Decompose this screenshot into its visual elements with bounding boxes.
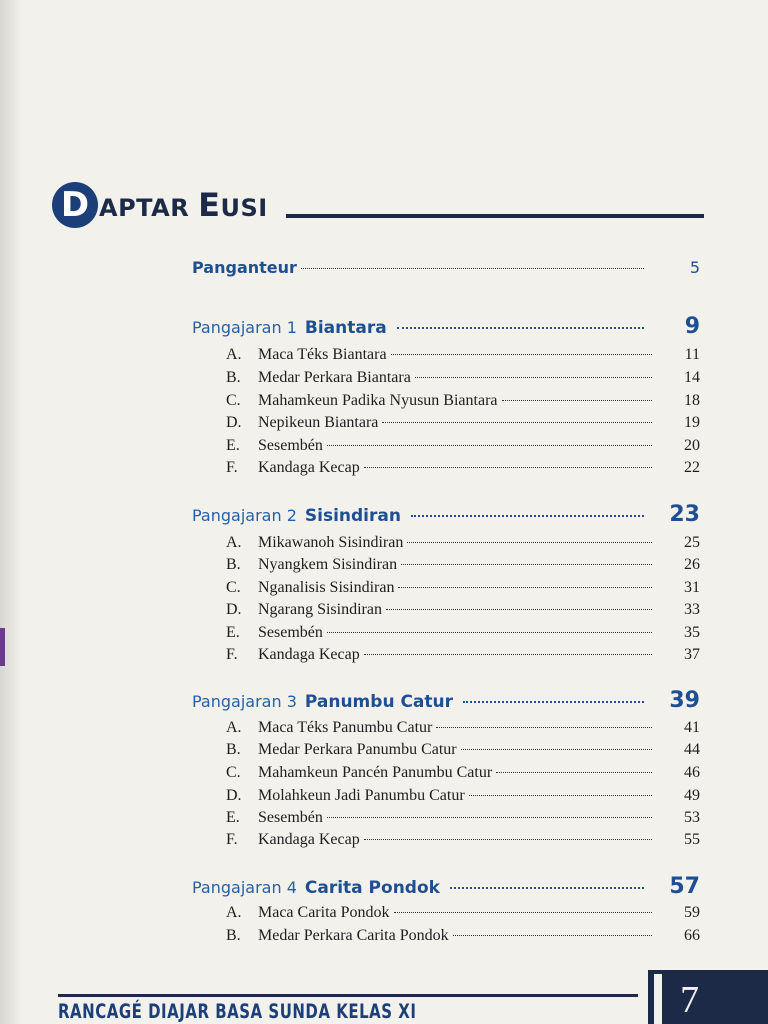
item-letter: F. xyxy=(226,646,238,663)
dot-leader xyxy=(364,654,652,655)
item-letter: C. xyxy=(226,579,241,596)
chapter-label: Pangajaran 2 xyxy=(192,506,297,525)
item-letter: E. xyxy=(226,624,240,641)
chapter-page: 57 xyxy=(669,874,700,899)
item-letter: B. xyxy=(226,556,241,573)
item-title: Kandaga Kecap xyxy=(258,459,360,476)
item-letter: C. xyxy=(226,764,241,781)
item-title: Kandaga Kecap xyxy=(258,831,360,848)
item-title: Maca Carita Pondok xyxy=(258,904,390,921)
item-page: 37 xyxy=(684,646,700,663)
item-title: Mikawanoh Sisindiran xyxy=(258,534,404,551)
toc-chapter-1[interactable] xyxy=(192,314,700,339)
chapter-label: Pangajaran 4 xyxy=(192,878,297,897)
toc-item[interactable] xyxy=(226,556,700,574)
item-page: 59 xyxy=(684,904,700,921)
dot-leader xyxy=(397,327,644,329)
toc-item[interactable] xyxy=(226,719,700,737)
item-letter: E. xyxy=(226,809,240,826)
item-title: Molahkeun Jadi Panumbu Catur xyxy=(258,787,465,804)
item-page: 26 xyxy=(684,556,700,573)
dot-leader xyxy=(364,467,652,468)
item-letter: A. xyxy=(226,346,242,363)
dot-leader xyxy=(382,422,652,423)
item-letter: F. xyxy=(226,831,238,848)
dot-leader xyxy=(496,772,652,773)
item-page: 66 xyxy=(684,927,700,944)
item-title: Mahamkeun Padika Nyusun Biantara xyxy=(258,392,498,409)
title-text xyxy=(99,186,268,224)
chapter-page: 9 xyxy=(684,314,700,339)
toc-item[interactable] xyxy=(226,764,700,782)
toc-item[interactable] xyxy=(226,831,700,849)
item-page: 11 xyxy=(684,346,700,363)
title-initial-circle xyxy=(52,182,98,228)
item-page: 53 xyxy=(684,809,700,826)
item-title: Nganalisis Sisindiran xyxy=(258,579,395,596)
title-part-2: E xyxy=(198,186,221,224)
dot-leader xyxy=(463,701,644,703)
chapter-label: Pangajaran 3 xyxy=(192,692,297,711)
item-letter: A. xyxy=(226,904,242,921)
item-letter: D. xyxy=(226,414,242,431)
item-page: 55 xyxy=(684,831,700,848)
item-page: 49 xyxy=(684,787,700,804)
toc-item[interactable] xyxy=(226,346,700,364)
dot-leader xyxy=(461,749,652,750)
toc-intro-page: 5 xyxy=(689,258,700,277)
dot-leader xyxy=(391,354,652,355)
toc-item[interactable] xyxy=(226,369,700,387)
toc-intro-row[interactable] xyxy=(192,258,700,277)
toc-item[interactable] xyxy=(226,787,700,805)
item-letter: B. xyxy=(226,369,241,386)
item-title: Sesembén xyxy=(258,437,323,454)
toc-item[interactable] xyxy=(226,392,700,410)
item-letter: A. xyxy=(226,719,242,736)
chapter-title: Sisindiran xyxy=(304,506,401,526)
item-page: 41 xyxy=(684,719,700,736)
dot-leader xyxy=(411,515,644,517)
title-part-3: USI xyxy=(220,194,268,222)
item-page: 31 xyxy=(684,579,700,596)
item-title: Maca Téks Panumbu Catur xyxy=(258,719,433,736)
title-initial: D xyxy=(60,185,90,225)
item-title: Sesembén xyxy=(258,809,323,826)
item-title: Maca Téks Biantara xyxy=(258,346,387,363)
footer-book-title: RANCAGÉ DIAJAR BASA SUNDA KELAS XI xyxy=(58,1000,417,1024)
dot-leader xyxy=(394,912,652,913)
toc-item[interactable] xyxy=(226,741,700,759)
item-letter: B. xyxy=(226,741,241,758)
title-underline xyxy=(286,214,704,218)
page-number: 7 xyxy=(680,979,699,1021)
item-page: 19 xyxy=(684,414,700,431)
dot-leader xyxy=(436,727,652,728)
chapter-title: Biantara xyxy=(304,318,387,338)
toc-item[interactable] xyxy=(226,437,700,455)
dot-leader xyxy=(453,935,652,936)
item-page: 35 xyxy=(684,624,700,641)
item-title: Kandaga Kecap xyxy=(258,646,360,663)
item-title: Medar Perkara Carita Pondok xyxy=(258,927,449,944)
dot-leader xyxy=(301,268,644,269)
item-letter: E. xyxy=(226,437,240,454)
item-title: Medar Perkara Biantara xyxy=(258,369,411,386)
toc-item[interactable] xyxy=(226,624,700,642)
toc-item[interactable] xyxy=(226,534,700,552)
toc-chapter-3[interactable] xyxy=(192,688,700,713)
page-number-tab xyxy=(648,970,768,1024)
dot-leader xyxy=(327,445,652,446)
chapter-title: Panumbu Catur xyxy=(304,692,454,712)
item-letter: D. xyxy=(226,787,242,804)
dot-leader xyxy=(386,609,652,610)
dot-leader xyxy=(407,542,652,543)
item-page: 25 xyxy=(684,534,700,551)
item-title: Sesembén xyxy=(258,624,323,641)
item-letter: F. xyxy=(226,459,238,476)
item-title: Medar Perkara Panumbu Catur xyxy=(258,741,457,758)
page-gutter-shadow xyxy=(0,0,22,1024)
dot-leader xyxy=(364,839,652,840)
item-letter: B. xyxy=(226,927,241,944)
toc-intro-title: Panganteur xyxy=(192,258,297,277)
toc-item[interactable] xyxy=(226,809,700,827)
toc-chapter-2[interactable] xyxy=(192,502,700,527)
item-page: 33 xyxy=(684,601,700,618)
toc-item[interactable] xyxy=(226,904,700,922)
chapter-page: 23 xyxy=(669,502,700,527)
toc-item[interactable] xyxy=(226,601,700,619)
dot-leader xyxy=(401,564,652,565)
item-letter: D. xyxy=(226,601,242,618)
chapter-title: Carita Pondok xyxy=(304,878,440,898)
dot-leader xyxy=(327,817,652,818)
item-title: Nepikeun Biantara xyxy=(258,414,379,431)
dot-leader xyxy=(469,795,652,796)
toc-item[interactable] xyxy=(226,414,700,432)
chapter-label: Pangajaran 1 xyxy=(192,318,297,337)
toc-item[interactable] xyxy=(226,579,700,597)
item-title: Mahamkeun Pancén Panumbu Catur xyxy=(258,764,493,781)
item-page: 14 xyxy=(684,369,700,386)
dot-leader xyxy=(415,377,652,378)
dot-leader xyxy=(398,587,652,588)
footer-rule xyxy=(58,994,638,997)
toc-item[interactable] xyxy=(226,646,700,664)
toc-item[interactable] xyxy=(226,459,700,477)
item-page: 46 xyxy=(684,764,700,781)
item-letter: A. xyxy=(226,534,242,551)
item-page: 18 xyxy=(684,392,700,409)
dot-leader xyxy=(502,400,653,401)
toc-item[interactable] xyxy=(226,927,700,945)
toc-chapter-4[interactable] xyxy=(192,874,700,899)
title-part-1: APTAR xyxy=(99,194,199,222)
page-title xyxy=(52,178,268,228)
item-page: 22 xyxy=(684,459,700,476)
page-tab-stripe xyxy=(654,974,662,1024)
dot-leader xyxy=(450,887,644,889)
dot-leader xyxy=(327,632,652,633)
chapter-page: 39 xyxy=(669,688,700,713)
item-title: Ngarang Sisindiran xyxy=(258,601,382,618)
item-letter: C. xyxy=(226,392,241,409)
edge-marker xyxy=(0,628,5,666)
item-title: Nyangkem Sisindiran xyxy=(258,556,398,573)
item-page: 20 xyxy=(684,437,700,454)
item-page: 44 xyxy=(684,741,700,758)
